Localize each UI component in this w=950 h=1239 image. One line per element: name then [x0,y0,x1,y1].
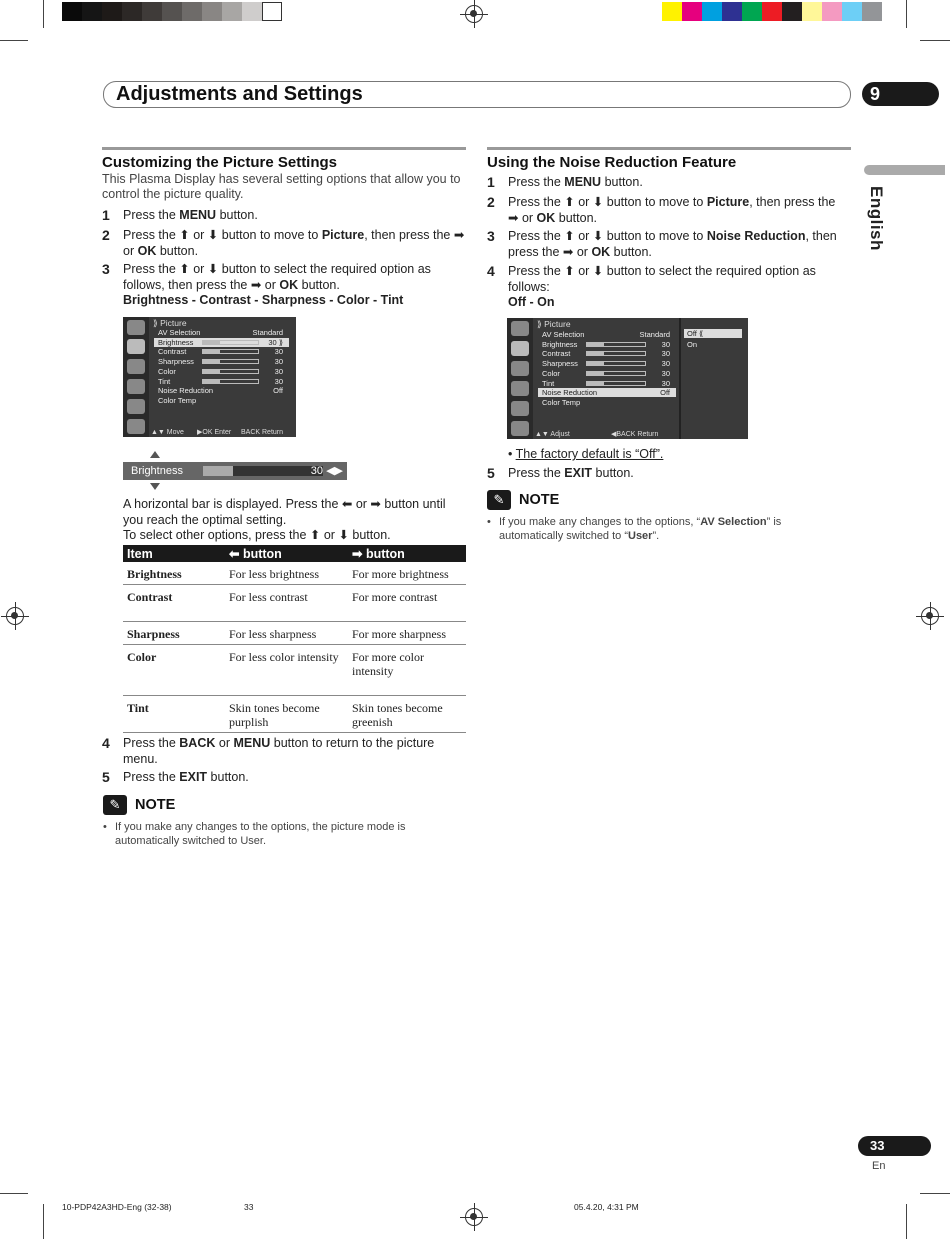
osd-row: Tint 30 [542,378,670,388]
up-arrow-icon [150,451,160,458]
color-swatch [202,2,222,21]
setup-icon [127,320,145,335]
crop-mark [920,1193,950,1194]
osd-footer-return: BACK Return [241,429,284,436]
osd-row: Brightness 30 [542,339,670,349]
osd-title: ⟫ Picture [153,318,187,328]
function-icon [511,381,529,396]
color-swatch [62,2,82,21]
osd-level-bar [586,381,646,386]
osd-row: Color 30 [158,366,283,376]
registration-mark-left [6,607,24,625]
brightness-slider [123,462,347,480]
left-note-heading: NOTE [135,797,176,813]
crop-mark [0,1193,28,1194]
osd-footer-adjust: ▲▼ Adjust [535,431,570,438]
osd-row: Noise Reduction Off [538,388,676,397]
osd-row: Tint 30 [158,376,283,386]
osd-row: Color 30 [542,368,670,378]
osd-submenu [679,318,681,439]
right-step-1: 1 Press the MENU button. [487,174,643,190]
function-icon [127,379,145,394]
color-swatch [682,2,702,21]
picture-icon [511,341,529,356]
screen-icon [511,401,529,416]
color-swatch [822,2,842,21]
submenu-option-on: On [687,340,698,349]
left-note-text: • If you make any changes to the options, the picture mode is automatically switched to User. [103,821,406,847]
right-note-heading: NOTE [519,492,560,508]
osd-row: Contrast 30 [158,347,283,357]
submenu-option-off: Off ⟪ [684,329,742,338]
col-item: Item [123,545,225,562]
color-swatch [842,2,862,21]
sound-icon [511,361,529,376]
color-swatch [662,2,682,21]
right-section-title: Using the Noise Reduction Feature [487,154,737,171]
slider-label: Brightness [131,465,183,477]
table-row: Brightness For less brightness For more brightness [123,562,466,585]
crop-mark [920,40,950,41]
color-swatch [142,2,162,21]
factory-default-bullet: • The factory default is “Off”. [508,447,664,461]
color-swatch [82,2,102,21]
crop-mark [43,1204,44,1239]
color-swatch [722,2,742,21]
osd-icon-strip [507,318,533,439]
left-intro: This Plasma Display has several setting options that allow you to control the picture quality. [102,172,461,201]
section-rule-left [102,147,466,150]
color-swatch [702,2,722,21]
page-title: Adjustments and Settings [116,83,363,105]
color-swatch [802,2,822,21]
left-section-title: Customizing the Picture Settings [102,154,338,171]
caption-icon [127,419,145,434]
screen-icon [127,399,145,414]
osd-footer-enter: ▶OK Enter [197,429,232,436]
osd-level-bar [202,340,259,345]
left-step-4: 4 Press the BACK or MENU button to return to the picture menu. [102,735,435,766]
osd-level-bar [202,359,259,364]
osd-row: Brightness 30 ⟫ [154,338,289,347]
color-swatch [242,2,262,21]
crop-mark [43,0,44,28]
section-header [103,81,851,108]
osd-level-bar [586,342,646,347]
slider-instructions: A horizontal bar is displayed. Press the ⬅ or ➡ button until you reach the optimal setting. To select other options, press the ⬆ or ⬇ button. [123,497,446,542]
pencil-note-icon: ✎ [487,490,511,510]
right-step-5: 5 Press the EXIT button. [487,465,634,481]
color-swatch [762,2,782,21]
color-swatch [742,2,762,21]
page-language-code: En [872,1160,886,1172]
osd-level-bar [202,369,259,374]
adjustment-table [123,545,466,733]
osd-icon-strip [123,317,149,437]
right-option-list: Off - On [508,295,555,309]
print-date: 05.4.20, 4:31 PM [574,1202,639,1212]
osd-row: Sharpness 30 [158,357,283,367]
osd-row: Noise Reduction Off [158,386,283,396]
right-step-3: 3 Press the ⬆ or ⬇ button to move to Noise Reduction, then press the ➡ or OK button. [487,228,837,259]
language-tab [864,165,945,175]
color-swatch [862,2,882,21]
osd-level-bar [586,371,646,376]
pencil-note-icon: ✎ [103,795,127,815]
slider-fill [203,466,233,476]
right-note-text: • If you make any changes to the options, “AV Selection” is automatically switched to “User”. [487,516,782,542]
osd-row: Sharpness 30 [542,359,670,369]
down-arrow-icon [150,483,160,490]
chapter-badge: 9 [862,82,939,106]
registration-mark-bottom [465,1208,483,1226]
print-file-name: 10-PDP42A3HD-Eng (32-38) [62,1202,172,1212]
color-swatch [122,2,142,21]
section-rule-right [487,147,851,150]
osd-row: AV Selection Standard [158,328,283,337]
sound-icon [127,359,145,374]
slider-value: 30 ◀▶ [310,465,343,477]
table-row: Sharpness For less sharpness For more sharpness [123,622,466,645]
setup-icon [511,321,529,336]
picture-menu-screen [123,317,296,437]
color-swatch [162,2,182,21]
crop-mark [0,40,28,41]
crop-mark [906,1204,907,1239]
left-option-list: Brightness - Contrast - Sharpness - Color - Tint [123,293,404,307]
table-row: Tint Skin tones become purplish Skin tones become greenish [123,696,466,733]
osd-level-bar [202,349,259,354]
left-step-5: 5 Press the EXIT button. [102,769,249,785]
osd-footer-move: ▲▼ Move [151,429,184,436]
color-swatch [782,2,802,21]
print-sheet-number: 33 [244,1202,254,1212]
left-step-2: 2 Press the ⬆ or ⬇ button to move to Picture, then press the ➡ or OK button. [102,227,465,258]
noise-reduction-menu-screen [507,318,748,439]
col-right-button: ➡ button [348,545,466,562]
slider-track [203,466,323,476]
osd-level-bar [202,379,259,384]
osd-row: Contrast 30 [542,349,670,359]
left-step-1: 1 Press the MENU button. [102,207,258,223]
col-left-button: ⬅ button [225,545,348,562]
right-step-4: 4 Press the ⬆ or ⬇ button to select the required option as follows: Off - On [487,263,816,309]
crop-mark [906,0,907,28]
osd-row: AV Selection Standard [542,330,670,339]
registration-mark-top [465,5,483,23]
page-number-badge: 33 [858,1136,931,1156]
color-swatch [222,2,242,21]
right-step-2: 2 Press the ⬆ or ⬇ button to move to Picture, then press the ➡ or OK button. [487,194,836,225]
table-row: Contrast For less contrast For more contrast [123,585,466,622]
osd-title: ⟫ Picture [537,319,571,329]
registration-mark-right [921,607,939,625]
osd-level-bar [586,361,646,366]
osd-level-bar [586,351,646,356]
osd-footer-return: ◀BACK Return [611,431,659,438]
left-step-3: 3 Press the ⬆ or ⬇ button to select the required option as follows, then press the ➡ or OK button. Brightness - Contrast - Sharpness - Color - Tint [102,261,431,307]
osd-row: Color Temp [158,395,197,405]
language-label: English [867,186,886,251]
caption-icon [511,421,529,436]
osd-row: Color Temp [542,397,581,407]
color-swatch [182,2,202,21]
color-swatch [102,2,122,21]
picture-icon [127,339,145,354]
table-row: Color For less color intensity For more color intensity [123,645,466,696]
color-swatch [262,2,282,21]
